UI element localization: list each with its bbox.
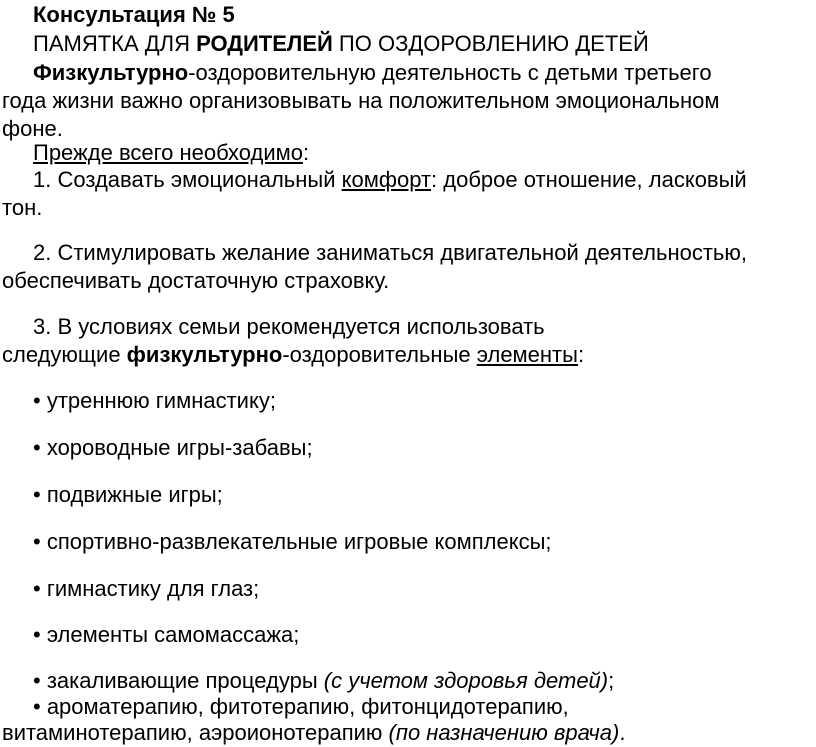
intro-line-3: фоне.	[2, 116, 63, 141]
item-3-elements: элементы	[476, 342, 578, 367]
bullet-item-therapy-line-2	[2, 720, 625, 746]
item-3-line-2	[2, 342, 584, 368]
bullet-item: • гимнастику для глаз;	[33, 576, 260, 601]
document-title: Консультация № 5	[33, 2, 235, 27]
lead-underlined: Прежде всего необходимо	[33, 140, 303, 165]
subtitle-part-3: ПО ОЗДОРОВЛЕНИЮ ДЕТЕЙ	[332, 31, 649, 56]
bullet-item: • элементы самомассажа;	[33, 622, 300, 647]
bullet-item-hardening	[33, 668, 614, 694]
bullet-item: • подвижные игры;	[33, 482, 223, 507]
item-2-line-1: 2. Стимулировать желание заниматься двигательной деятельностью,	[33, 240, 748, 265]
document-subtitle	[33, 31, 649, 57]
bullet-item: • хороводные игры-забавы;	[33, 435, 313, 460]
item-3-line-1: 3. В условиях семьи рекомендуется использовать	[33, 314, 545, 339]
bullet-7-semicolon: ;	[608, 668, 615, 693]
bullet-8-part-a: витаминотерапию, аэроионотерапию	[2, 720, 389, 745]
item-1-line-2: тон.	[2, 195, 43, 220]
bullet-8-note: (по назначению врача)	[388, 720, 620, 745]
lead-colon: :	[302, 140, 310, 165]
lead-line	[33, 140, 309, 166]
subtitle-parents: РОДИТЕЛЕЙ	[196, 31, 333, 56]
bullet-item: • спортивно-развлекательные игровые комплексы;	[33, 529, 552, 554]
item-3-colon: :	[577, 342, 585, 367]
intro-line-1	[33, 60, 712, 86]
bullet-7-part-a: • закаливающие процедуры	[33, 668, 324, 693]
item-1-comfort: комфорт	[341, 167, 432, 192]
item-2-line-2: обеспечивать достаточную страховку.	[2, 268, 390, 293]
item-3-part-c: -оздоровительные	[282, 342, 477, 367]
subtitle-part-1: ПАМЯТКА ДЛЯ	[33, 31, 197, 56]
bullet-item: • утреннюю гимнастику;	[33, 388, 276, 413]
item-1-line-1	[33, 167, 747, 193]
item-1-part-a: 1. Создавать эмоциональный	[33, 167, 342, 192]
bullet-8-period: .	[619, 720, 626, 745]
intro-line-2: года жизни важно организовывать на положительном эмоциональном	[2, 88, 720, 113]
intro-bold-word: Физкультурно	[33, 60, 189, 85]
item-3-part-a: следующие	[2, 342, 127, 367]
intro-line-1-rest: -оздоровительную деятельность с детьми третьего	[188, 60, 712, 85]
bullet-item-therapy-line-1: • ароматерапию, фитотерапию, фитонцидотерапию,	[33, 694, 569, 719]
bullet-7-note: (с учетом здоровья детей)	[323, 668, 609, 693]
item-3-bold-word: физкультурно	[126, 342, 283, 367]
item-1-part-c: : доброе отношение, ласковый	[431, 167, 747, 192]
